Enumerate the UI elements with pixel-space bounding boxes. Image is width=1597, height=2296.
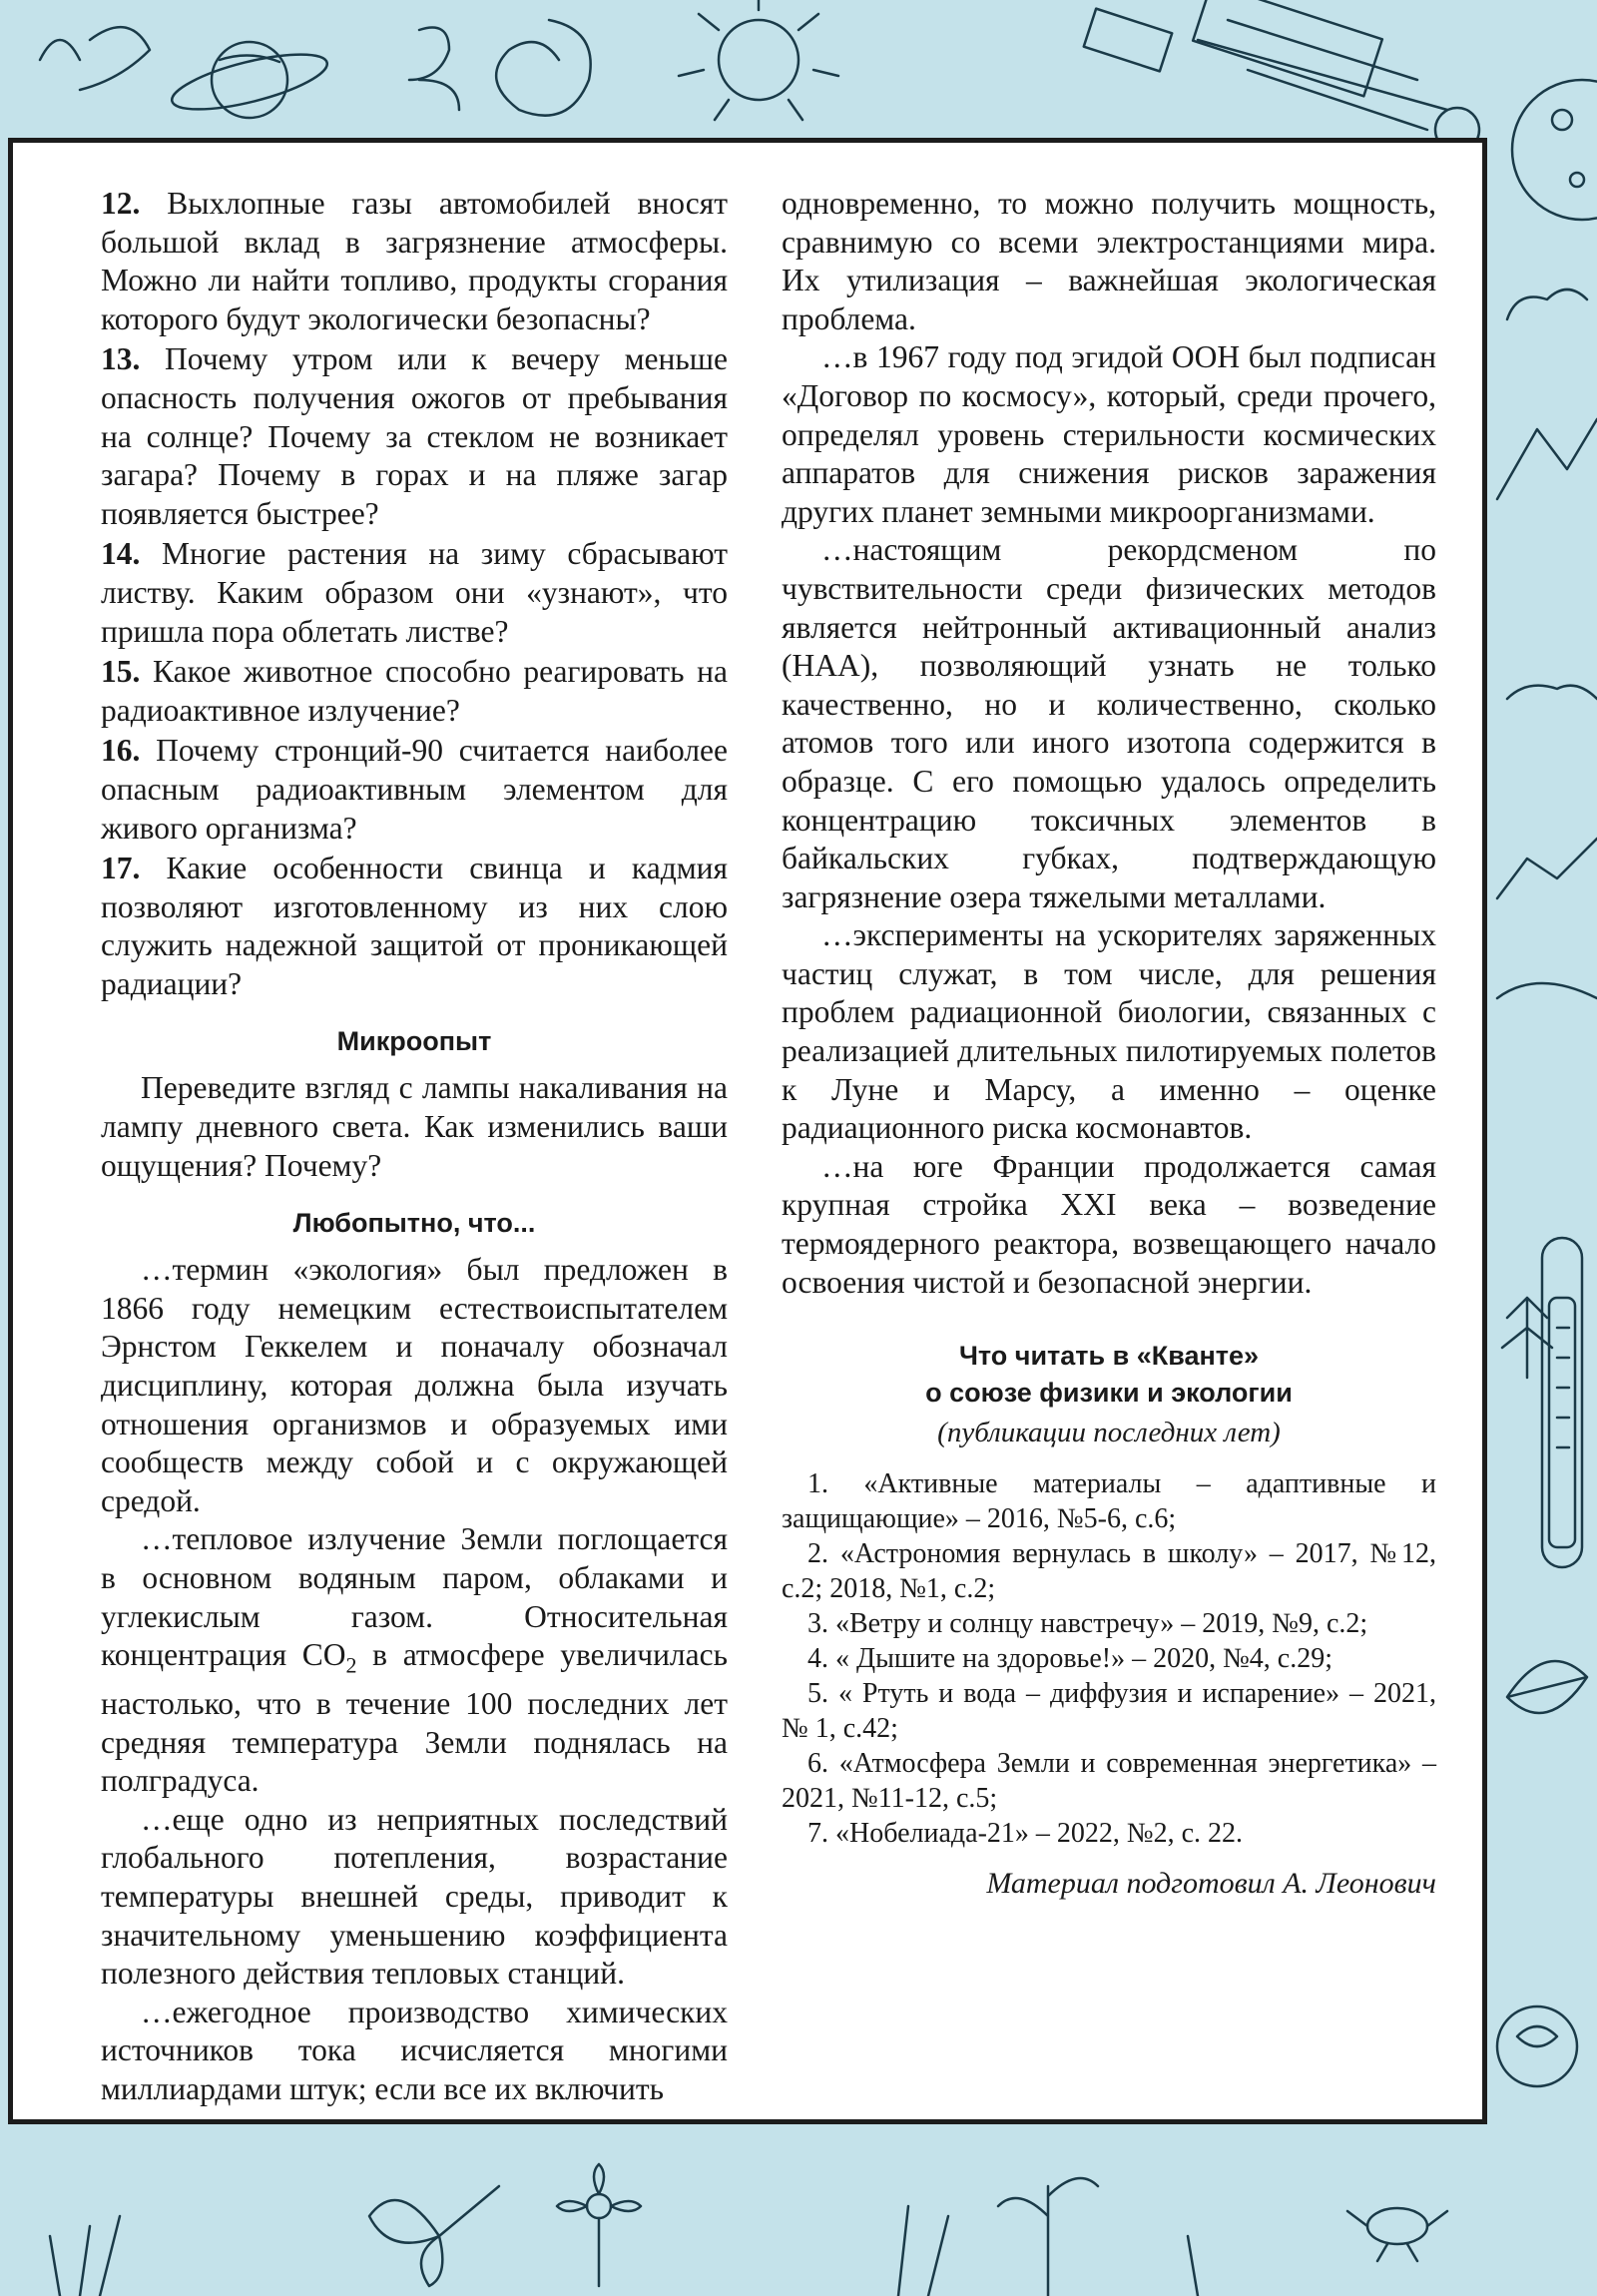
reading-list-heading: Что читать в «Кванте» о союзе физики и экологии bbox=[925, 1341, 1293, 1409]
reference-item: 5. « Ртуть и вода – диффузия и испарение» – 2021, № 1, с.42; bbox=[782, 1677, 1436, 1744]
microexperiment-heading: Микроопыт bbox=[336, 1026, 492, 1057]
reading-list-subtitle: (публикации последних лет) bbox=[937, 1417, 1281, 1449]
reference-item: 1. «Активные материалы – адаптивные и защищающие» – 2016, №5-6, с.6; bbox=[782, 1467, 1436, 1534]
leaf-icon bbox=[1507, 1661, 1587, 1713]
reference-item: 2. «Астрономия вернулась в школу» – 2017, №12, с.2; 2018, №1, с.2; bbox=[782, 1537, 1436, 1604]
curious-facts-heading: Любопытно, что... bbox=[292, 1208, 536, 1239]
right-column bbox=[782, 185, 1436, 1903]
numbers-scribble-icon bbox=[40, 27, 459, 110]
article-panel bbox=[8, 138, 1487, 2124]
cloud-icon bbox=[1507, 289, 1597, 699]
fact-batteries-continuation: одновременно, то можно получить мощность, сравнимую со всеми электростанциями мира. Их утилизация – важнейшая экологическая проблема. bbox=[782, 186, 1436, 336]
fact-global-warming: …еще одно из неприятных последствий глобального потепления, возрастание температуры внешней среды, приводит к значительному уменьшению коэффициента полезного действия тепловых станций. bbox=[101, 1801, 728, 1992]
question-13: 13. Почему утром или к вечеру меньше опасность получения ожогов от пребывания на солнце? Почему за стеклом не возникает загара? Почему в горах и на пляже загар появляется быстрее? bbox=[101, 341, 728, 531]
fact-neutron-activation: …настоящим рекордсменом по чувствительности среди физических методов является нейтронный активационный анализ (НАА), позволяющий узнать не только качественно, но и количественно, сколько атомов того или иного изотопа содержится в образце. С его помощью удалось определить концентрацию токсичных элементов в байкальских губках, подтверждающую загрязнение озера тяжелыми металлами. bbox=[782, 532, 1436, 914]
saturn-icon bbox=[168, 42, 332, 121]
fact-fusion-reactor: …на юге Франции продолжается самая крупная стройка XXI века – возведение термоядерного реактора, возвещающего начало освоения чистой и безопасной энергии. bbox=[782, 1148, 1436, 1300]
reference-item: 6. «Атмосфера Земли и современная энергетика» – 2021, №11-12, с.5; bbox=[782, 1747, 1436, 1814]
tree-icon bbox=[1502, 1298, 1552, 1378]
sun-icon bbox=[679, 0, 838, 120]
question-15: 15. Какое животное способно реагировать на радиоактивное излучение? bbox=[101, 654, 728, 728]
sprout-icon bbox=[998, 2178, 1098, 2296]
author-credit: Материал подготовил А. Леонович bbox=[986, 1866, 1436, 1900]
reference-item: 7. «Нобелиада-21» – 2022, №2, с. 22. bbox=[807, 1817, 1244, 1849]
rose-icon bbox=[1497, 2007, 1577, 2086]
reference-list bbox=[782, 1466, 1436, 1851]
fact-space-treaty: …в 1967 году под эгидой ООН был подписан «Договор по космосу», который, среди прочего, определял уровень стерильности космических аппаратов для снижения рисков заражения других планет земными микроорганизмами. bbox=[782, 339, 1436, 529]
flower-icon bbox=[557, 2164, 641, 2286]
butterfly-icon bbox=[369, 2186, 499, 2286]
reference-item: 3. «Ветру и солнцу навстречу» – 2019, №9, с.2; bbox=[807, 1607, 1368, 1639]
question-12: 12. Выхлопные газы автомобилей вносят большой вклад в загрязнение атмосферы. Можно ли найти топливо, продукты сгорания которого будут экологически безопасны? bbox=[101, 186, 728, 336]
question-17: 17. Какие особенности свинца и кадмия позволяют изготовленному из них слою служить надежной защитой от проникающей радиации? bbox=[101, 851, 729, 1001]
fact-ecology-term: …термин «экология» был предложен в 1866 году немецким естествоиспытателем Эрнстом Геккелем и поначалу обозначал дисциплину, которая должна была изучать отношения организмов и образуемых ими сообществ между собой и с окружающей средой. bbox=[101, 1252, 728, 1518]
moon-icon bbox=[1512, 80, 1597, 220]
question-16: 16. Почему стронций-90 считается наиболее опасным радиоактивным элементом для живого организма? bbox=[101, 733, 729, 846]
spiral-galaxy-icon bbox=[496, 20, 591, 116]
question-14: 14. Многие растения на зиму сбрасывают листву. Каким образом они «узнают», что пришла пора облетать листве? bbox=[101, 536, 729, 649]
mountains-icon bbox=[1497, 419, 1597, 998]
beetle-icon bbox=[1347, 2208, 1447, 2261]
microexperiment-text: Переведите взгляд с лампы накаливания на лампу дневного света. Как изменились ваши ощущения? Почему? bbox=[101, 1070, 728, 1183]
fact-accelerators: …эксперименты на ускорителях заряженных частиц служат, в том числе, для решения проблем радиационной биологии, связанных с реализацией длительных пилотируемых полетов к Луне и Марсу, а именно – оценке радиационного риска космонавтов. bbox=[782, 917, 1436, 1146]
space-station-icon bbox=[1084, 0, 1479, 152]
fact-co2: …тепловое излучение Земли поглощается в основном водяным паром, облаками и углекислым газом. Относительная концентрация $CO_2$ в атмосфере увеличилась настолько, что в течение 100 последних лет средняя температура Земли поднялась на полградуса. bbox=[101, 1521, 728, 1799]
grass-icon bbox=[50, 2206, 1198, 2296]
left-column bbox=[101, 185, 728, 2109]
thermometer-icon bbox=[1542, 1238, 1582, 1567]
fact-batteries: …ежегодное производство химических источников тока исчисляется многими миллиардами штук; если все их включить bbox=[101, 1994, 728, 2107]
reference-item: 4. « Дышите на здоровье!» – 2020, №4, с.29; bbox=[807, 1642, 1332, 1674]
